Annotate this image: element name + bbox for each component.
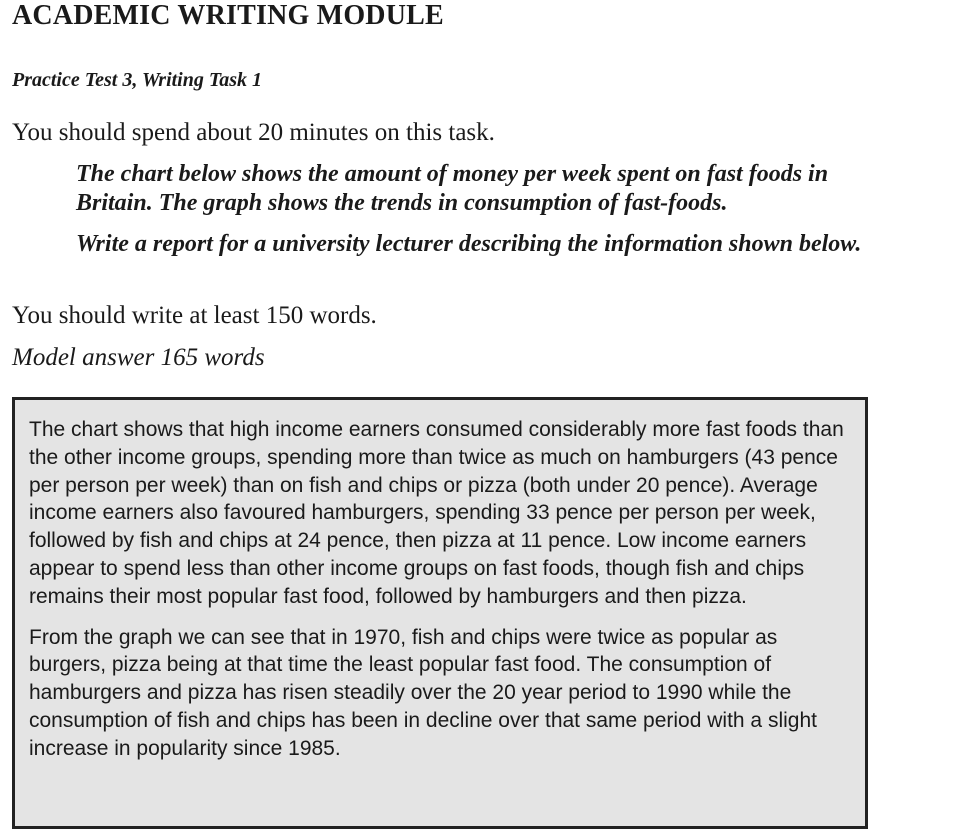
time-instruction: You should spend about 20 minutes on this task. [12,119,495,146]
test-subtitle: Practice Test 3, Writing Task 1 [12,69,263,91]
task-description: The chart below shows the amount of money per week spent on fast foods in Britain. The graph shows the trends in consumption of fast-foods. [76,161,829,216]
task-block [76,160,906,259]
answer-paragraph-2: From the graph we can see that in 1970, fish and chips were twice as popular as burgers, pizza being at that time the least popular fast food. The consumption of hamburgers and pizza has risen steadily over the 20 year period to 1990 while the consumption of fish and chips has been in decline over that same period with a slight increase in popularity since 1985. [29,625,817,760]
model-answer-box [12,397,868,829]
task-prompt: Write a report for a university lecturer describing the information shown below. [76,231,862,257]
model-answer-label: Model answer 165 words [12,344,265,371]
min-words-instruction: You should write at least 150 words. [12,302,377,329]
module-title: ACADEMIC WRITING MODULE [12,0,444,31]
answer-paragraph-1: The chart shows that high income earners consumed considerably more fast foods than the other income groups, spending more than twice as much on hamburgers (43 pence per person per week) than on fish and chips or pizza (both under 20 pence). Average income earners also favoured hamburgers, spending 33 pence per person per week, followed by fish and chips at 24 pence, then pizza at 11 pence. Low income earners appear to spend less than other income groups on fast foods, though fish and chips remains their most popular fast food, followed by hamburgers and then pizza. [29,418,844,608]
